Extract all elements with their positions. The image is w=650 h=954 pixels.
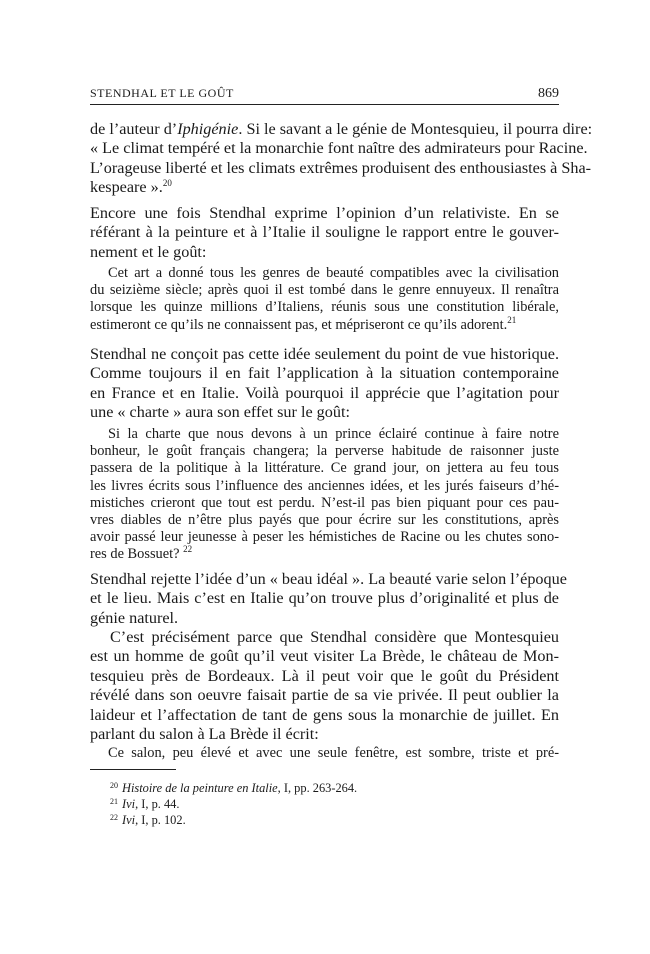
text-line: nement et le goût: xyxy=(90,242,207,261)
block-quote xyxy=(90,745,559,762)
paragraph xyxy=(90,570,567,628)
page-number: 869 xyxy=(538,86,559,101)
text-line: parlant du salon à La Brède il écrit: xyxy=(90,725,319,744)
footnote-ref: 20 xyxy=(162,178,172,189)
paragraph xyxy=(90,345,559,423)
quote-line: Si la charte que nous devons à un prince éclairé continue à faire notre xyxy=(108,426,559,442)
quote-line: bonheur, le goût français changera; la perverse habitude de raisonner juste xyxy=(90,443,559,460)
text-line: et le lieu. Mais c’est en Italie qu’on trouve plus d’originalité et plus de xyxy=(90,589,559,608)
quote-line: les livres écrits sous l’influence des anciennes idées, et les jurés faiseurs d’hé- xyxy=(90,477,559,494)
text-line: référant à la peinture et à l’Italie il souligne le rapport entre le gouver- xyxy=(90,223,559,242)
running-head-title: STENDHAL ET LE GOÛT xyxy=(90,86,234,100)
text-line: L’orageuse liberté et les climats extrêmes produisent des enthousiastes à Sha- xyxy=(90,158,592,177)
footnotes xyxy=(110,780,357,828)
quote-line: passera de la politique à la littérature. Ce grand jour, on jettera au feu tous xyxy=(90,460,559,477)
footnote-ref: 22 xyxy=(183,544,193,555)
text-line: Stendhal rejette l’idée d’un « beau idéal ». La beauté varie selon l’époque xyxy=(90,570,567,588)
quote-line: Ce salon, peu élevé et avec une seule fenêtre, est sombre, triste et pré- xyxy=(108,745,559,761)
quote-line: Cet art a donné tous les genres de beauté compatibles avec la civilisation xyxy=(108,265,559,281)
text-line: kespeare ».$^{20}$ xyxy=(90,178,172,197)
text-line: C’est précisément parce que Stendhal considère que Montesquieu xyxy=(110,628,559,646)
work-title: Iphigénie xyxy=(177,120,239,138)
text-line: Stendhal ne conçoit pas cette idée seulement du point de vue historique. xyxy=(90,345,559,363)
text-line: de l’auteur d’Iphigénie. Si le savant a le génie de Montesquieu, il pourra dire: xyxy=(90,120,593,138)
header-rule xyxy=(90,104,559,105)
block-quote xyxy=(90,426,559,564)
paragraph-continuation xyxy=(90,120,593,198)
quote-line: du seizième siècle; après quoi il est tombé dans le genre ennuyeux. Il renaîtra xyxy=(90,282,559,299)
paragraph xyxy=(90,204,559,262)
footnote-ref: 21 xyxy=(507,314,517,325)
footnote: $^{22}$ Ivi, I, p. 102. xyxy=(110,813,186,827)
quote-line: avoir passé leur jeunesse à peser les hémistiches de Racine ou les chutes sono- xyxy=(90,529,559,546)
text-line: génie naturel. xyxy=(90,608,179,627)
text-line: une « charte » aura son effet sur le goût: xyxy=(90,403,350,422)
quote-line: res de Bossuet? $^{22}$ xyxy=(90,544,193,563)
text-line: est un homme de goût qu’il veut visiter La Brède, le château de Mon- xyxy=(90,647,559,666)
quote-line: mistiches crieront que tout est perdu. N’est-il pas bien piquant pour ces pau- xyxy=(90,494,559,511)
quote-line: lorsque les quinze millions d’Italiens, réunis sous une constitution libérale, xyxy=(90,299,559,316)
footnote-rule xyxy=(90,769,176,770)
footnote: $^{21}$ Ivi, I, p. 44. xyxy=(110,797,180,811)
text-line: laideur et l’affectation de tant de gens sous la monarchie de juillet. En xyxy=(90,705,559,724)
running-head xyxy=(90,86,559,102)
text-line: « Le climat tempéré et la monarchie font naître des admirateurs pour Racine. xyxy=(90,139,588,158)
quote-line: estimeront ce qu’ils ne connaissent pas, et mépriseront ce qu’ils adorent.$^{21}$ xyxy=(90,314,517,333)
text-line: Comme toujours il en fait l’application à la situation contemporaine xyxy=(90,364,559,383)
text-line: tesquieu près de Bordeaux. Là il peut voir que le goût du Président xyxy=(90,666,559,685)
block-quote xyxy=(90,265,559,334)
footnote: $^{20}$ Histoire de la peinture en Italie, I, pp. 263-264. xyxy=(110,781,358,795)
text-line: Encore une fois Stendhal exprime l’opinion d’un relativiste. En se xyxy=(90,204,559,222)
paragraph xyxy=(90,628,559,744)
text-line: révélé dans son oeuvre faisait partie de sa vie privée. Il peut oublier la xyxy=(90,686,559,705)
quote-line: vres diables de n’être plus payés que pour écrire sur les constitutions, après xyxy=(90,512,559,529)
text-line: en France et en Italie. Voilà pourquoi il apprécie que l’agitation pour xyxy=(90,383,559,402)
